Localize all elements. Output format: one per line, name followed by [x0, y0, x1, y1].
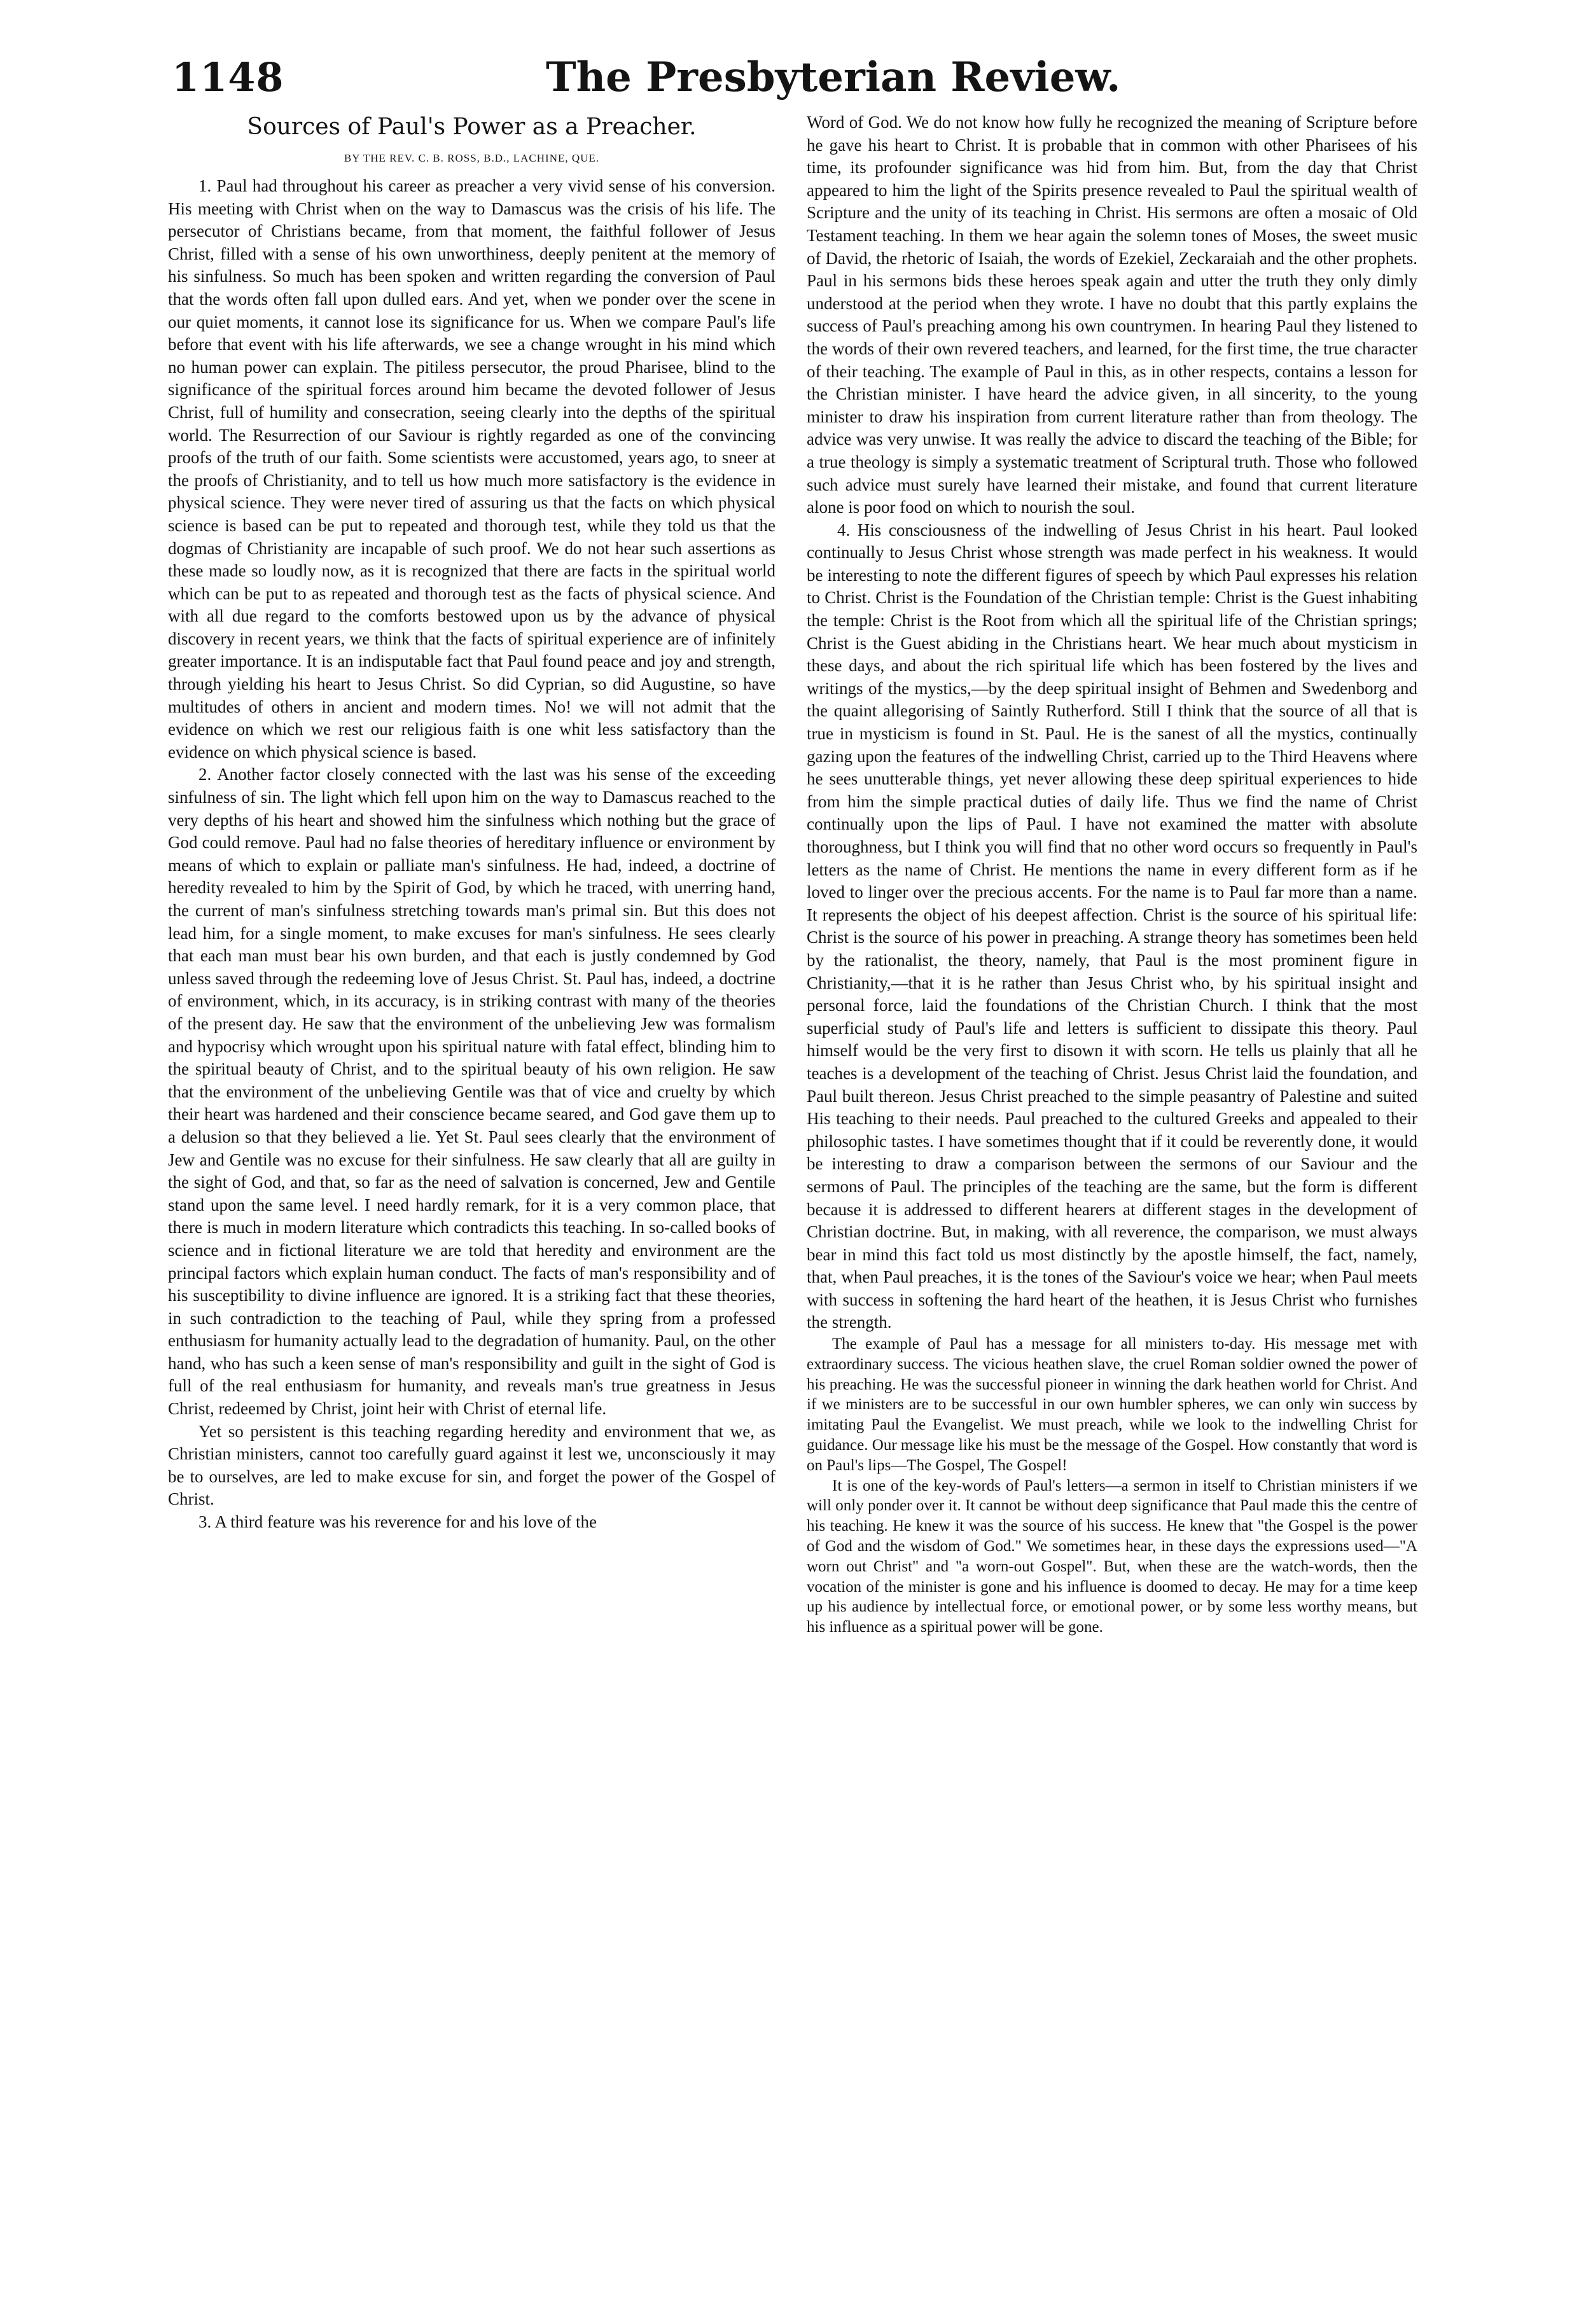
page-number: 1148 — [172, 54, 284, 101]
page-header — [0, 52, 1579, 109]
paragraph-7: It is one of the key-words of Paul's letters—a sermon in itself to Christian ministers if we will only ponder over it. It cannot be without deep significance that Paul made this the centre of his teaching. He knew it was the source of his success. He knew that "the Gospel is the power of God and the wisdom of God." We sometimes hear, in these days the expressions used—"A worn out Christ" and "a worn-out Gospel". But, when these are the watch-words, then the vocation of the minister is gone and his influence is doomed to decay. He may for a time keep up his audience by intellectual force, or emotional power, or by some less worthy means, but his influence as a spiritual power will be gone. — [807, 1477, 1417, 1636]
paragraph-2: 2. Another factor closely connected with the last was his sense of the exceeding sinfulness of sin. The light which fell upon him on the way to Damascus reached to the very depths of his heart and showed him the sinfulness which nothing but the grace of God could remove. Paul had no false theories of hereditary influence or environment by means of which to explain or palliate man's sinfulness. He had, indeed, a doctrine of heredity revealed to him by the Spirit of God, by which he traced, with unerring hand, the current of man's sinfulness stretching towards man's primal sin. But this does not lead him, for a single moment, to make excuses for man's sinfulness. He sees clearly that each man must bear his own burden, and that each is justly condemned by God unless saved through the redeeming love of Jesus Christ. St. Paul has, indeed, a doctrine of environment, which, in its accuracy, is in striking contrast with many of the theories of the present day. He saw that the environment of the unbelieving Jew was formalism and hypocrisy which wrought upon his spiritual nature with fatal effect, blinding him to the spiritual beauty of Christ, and to the spiritual beauty of his own religion. He saw that the environment of the unbelieving Gentile was that of vice and cruelty by which their heart was hardened and their conscience became seared, and God gave them up to a delusion so that they believed a lie. Yet St. Paul sees clearly that the environment of Jew and Gentile was no excuse for their sinfulness. He saw clearly that all are guilty in the sight of God, and that, so far as the need of salvation is concerned, Jew and Gentile stand upon the same level. I need hardly remark, for it is a very common place, that there is much in modern literature which contradicts this teaching. In so-called books of science and in fictional literature we are told that heredity and environment are the principal factors which explain human conduct. The facts of man's responsibility and of his susceptibility to divine influence are ignored. It is a striking fact that these theories, in such contradiction to the teaching of Paul, while they spring from a professed enthusiasm for humanity actually lead to the degradation of humanity. Paul, on the other hand, who has such a keen sense of man's responsibility and guilt in the sight of God is full of the real enthusiasm for humanity, and reveals man's true greatness in Jesus Christ, redeemed by Christ, joint heir with Christ of eternal life. — [168, 765, 776, 1419]
article-title: Sources of Paul's Power as a Preacher. — [247, 114, 697, 140]
paragraph-3: Yet so persistent is this teaching regarding heredity and environment that we, as Christian ministers, cannot too carefully guard against it lest we, unconsciously it may be to ourselves, are led to make excuse for sin, and forget the power of the Gospel of Christ. — [168, 1421, 776, 1509]
journal-title: The Presbyterian Review. — [546, 53, 1121, 101]
paragraph-5: 4. His consciousness of the indwelling of Jesus Christ in his heart. Paul looked continually to Jesus Christ whose strength was made perfect in his weakness. It would be interesting to note the different figures of speech by which Paul expresses his relation to Christ. Christ is the Foundation of the Christian temple: Christ is the Guest inhabiting the temple: Christ is the Root from which all the spiritual life of the Christian springs; Christ is the Guest abiding in the Christians heart. We hear much about mysticism in these days, and about the rich spiritual life which has been fostered by the lives and writings of the mystics,—by the deep spiritual insight of Behmen and Swedenborg and the quaint allegorising of Saintly Rutherford. Still I think that the source of all that is true in mysticism is found in St. Paul. He is the sanest of all the mystics, continually gazing upon the features of the indwelling Christ, carried up to the Third Heavens where he sees unutterable things, yet never allowing these deep spiritual experiences to hide from him the simple practical duties of daily life. Thus we find the name of Christ continually upon the lips of Paul. I have not examined the matter with absolute thoroughness, but I think you will find that no other word occurs so frequently in Paul's letters as the name of Christ. He mentions the name in every different form as if he loved to linger over the precious accents. For the name is to Paul far more than a name. It represents the object of his deepest affection. Christ is the source of his spiritual life: Christ is the source of his power in preaching. A strange theory has sometimes been held by the rationalist, the theory, namely, that Paul is the most prominent figure in Christianity,—that it is he rather than Jesus Christ who, by his spiritual insight and personal force, laid the foundations of the Christian Church. I think that the most superficial study of Paul's life and letters is sufficient to dissipate this theory. Paul himself would be the very first to disown it with scorn. He tells us plainly that all he teaches is a development of the teaching of Christ. Jesus Christ laid the foundation, and Paul built thereon. Jesus Christ preached to the simple peasantry of Palestine and suited His teaching to their needs. Paul preached to the cultured Greeks and appealed to their philosophic tastes. I have sometimes thought that if it could be reverently done, it would be interesting to draw a comparison between the sermons of our Saviour and the sermons of Paul. The principles of the teaching are the same, but the form is different because it is addressed to different hearers at different stages in the development of Christian doctrine. But, in making, with all reverence, the comparison, we must always bear in mind this fact told us most distinctly by the apostle himself, the fact, namely, that, when Paul preaches, it is the tones of the Saviour's voice we hear; when Paul meets with success in softening the hard heart of the heathen, it is Jesus Christ who furnishes the strength. — [807, 520, 1417, 1332]
paragraph-6: The example of Paul has a message for all ministers to-day. His message met with extraordinary success. The vicious heathen slave, the cruel Roman soldier owned the power of his preaching. He was the successful pioneer in winning the dark heathen world for Christ. And if we ministers are to be successful in our own humbler spheres, we can only win success by imitating Paul the Evangelist. We must preach, while we look to the indwelling Christ for guidance. Our message like his must be the message of the Gospel. How constantly that word is on Paul's lips—The Gospel, The Gospel! — [807, 1335, 1417, 1474]
article-byline: BY THE REV. C. B. ROSS, B.D., LACHINE, QUE. — [344, 152, 600, 164]
paragraph-1: 1. Paul had throughout his career as preacher a very vivid sense of his conversion. His meeting with Christ when on the way to Damascus was the crisis of his life. The persecutor of Christians became, from that moment, the faithful follower of Jesus Christ, filled with a sense of his own unworthiness, deeply penitent at the memory of his sinfulness. So much has been spoken and written regarding the conversion of Paul that the words often fall upon dulled ears. And yet, when we ponder over the scene in our quiet moments, it cannot lose its significance for us. When we compare Paul's life before that event with his life afterwards, we see a change wrought in his mind which no human power can explain. The pitiless persecutor, the proud Pharisee, blind to the significance of the spiritual forces around him became the devoted follower of Jesus Christ, full of humility and consecration, seeing clearly into the depths of the spiritual world. The Resurrection of our Saviour is rightly regarded as one of the convincing proofs of the truth of our faith. Some scientists were accustomed, years ago, to sneer at the proofs of Christianity, and to tell us how much more satisfactory is the evidence in physical science. They were never tired of assuring us that the facts on which physical science is based can be put to repeated and thorough test, while they told us that the dogmas of Christianity are incapable of such proof. We do not hear such assertions as these made so loudly now, as it is recognized that there are facts in the spiritual world which can be put to as repeated and thorough test as the facts of physical science. And with all due regard to the comforts bestowed upon us by the advance of physical discovery in recent years, we think that the facts of spiritual experience are of infinitely greater importance. It is an indisputable fact that Paul found peace and joy and strength, through yielding his heart to Jesus Christ. So did Cyprian, so did Augustine, so have multitudes of others in ancient and modern times. No! we will not admit that the evidence on which we rest our religious faith is one whit less satisfactory than the evidence on which physical science is based. — [168, 176, 776, 762]
right-column — [807, 111, 1417, 1638]
paragraph-4-continued: Word of God. We do not know how fully he recognized the meaning of Scripture before he gave his heart to Christ. It is probable that in common with other Pharisees of his time, its profounder significance was hid from him. But, from the day that Christ appeared to him the light of the Spirits presence revealed to Paul the spiritual wealth of Scripture and the unity of its teaching in Christ. His sermons are often a mosaic of Old Testament teaching. In them we hear again the solemn tones of Moses, the sweet music of David, the rhetoric of Isaiah, the words of Ezekiel, Zeckaraiah and the other prophets. Paul in his sermons bids these heroes speak again and utter the truth they only dimly understood at the period when they wrote. I have no doubt that this partly explains the success of Paul's preaching among his own countrymen. In hearing Paul they listened to the words of their own revered teachers, and learned, for the first time, the true character of their teaching. The example of Paul in this, as in other respects, contains a lesson for the Christian minister. I have heard the advice given, in all sincerity, to the young minister to draw his inspiration from current literature rather than from theology. The advice was very unwise. It was really the advice to discard the teaching of the Bible; for a true theology is simply a systematic treatment of Scriptural truth. Those who followed such advice must surely have learned their mistake, and found that current literature alone is poor food on which to nourish the soul. — [807, 113, 1417, 517]
left-column — [168, 111, 776, 1534]
closing-section — [807, 1334, 1417, 1638]
paragraph-4-start: 3. A third feature was his reverence for and his love of the — [198, 1512, 597, 1532]
